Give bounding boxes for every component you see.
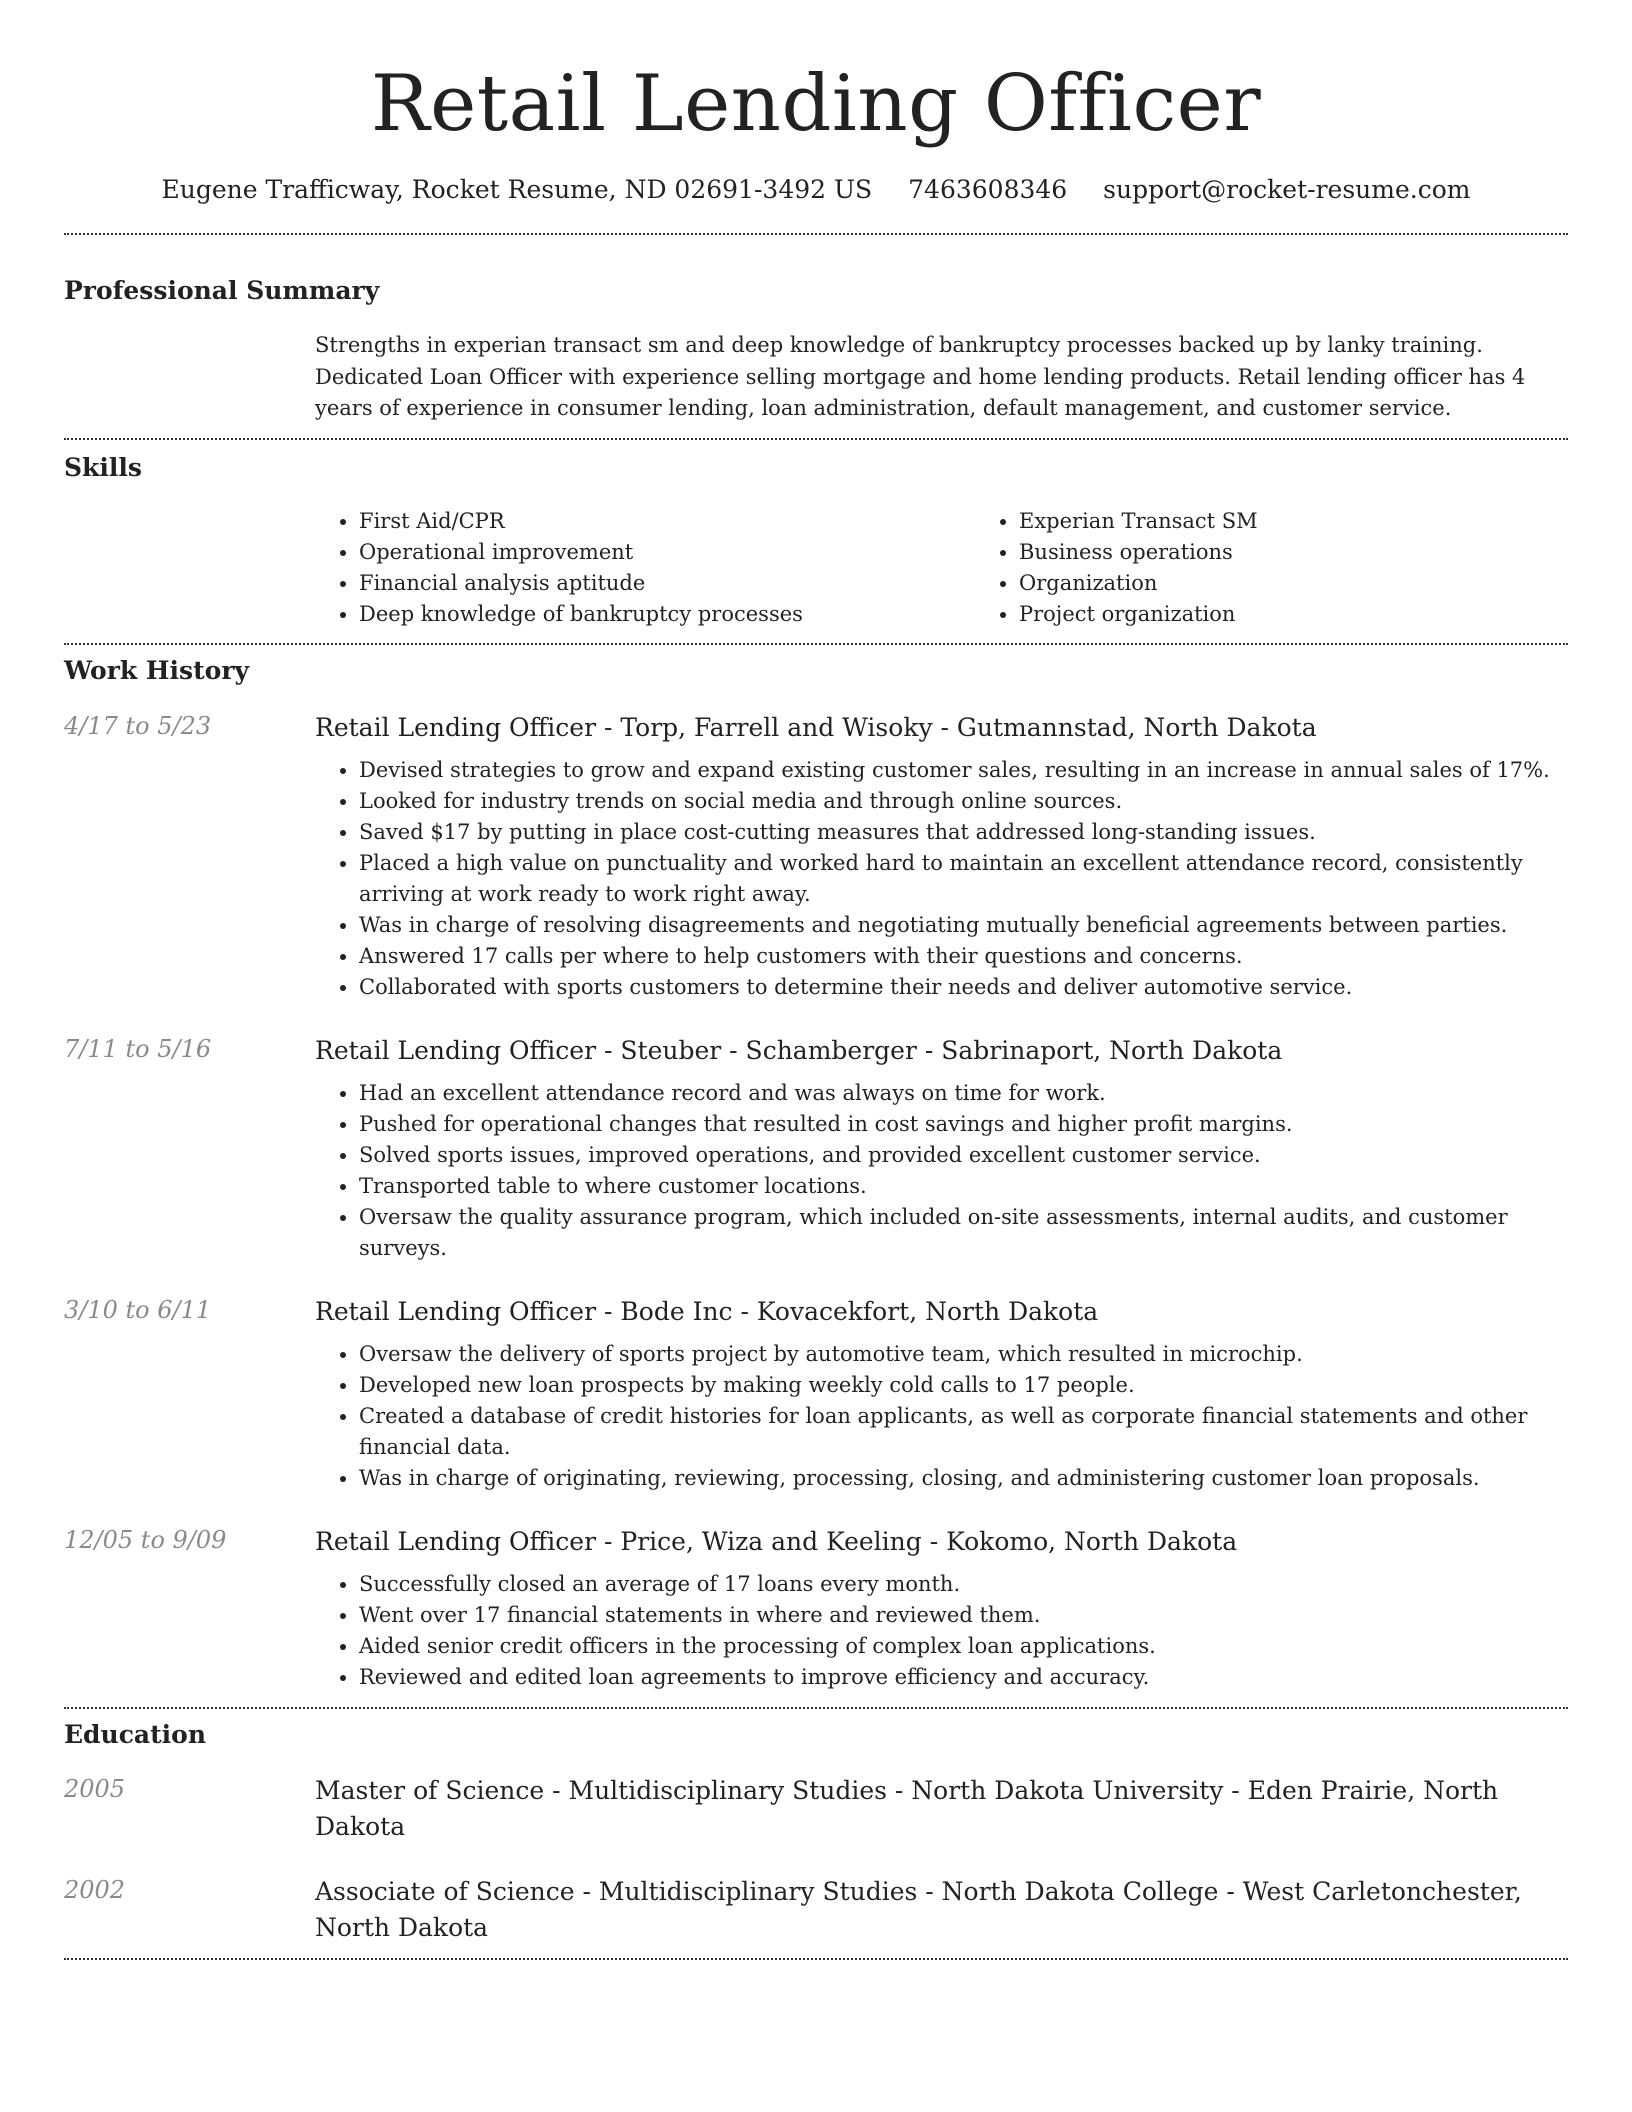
work-section: [64, 655, 1568, 1693]
divider: [64, 1707, 1568, 1709]
job-details: - Steuber - Schamberger - Sabrinaport, North Dakota: [596, 1035, 1283, 1065]
job-title: [315, 1033, 1568, 1068]
resume-name: Retail Lending Officer: [370, 59, 1262, 149]
divider: [64, 1958, 1568, 1960]
section-title-skills: Skills: [64, 452, 142, 482]
address: Eugene Trafficway, Rocket Resume, ND 02691-3492 US: [161, 174, 873, 204]
job-bullet: • Looked for industry trends on social media and through online sources.: [359, 786, 1568, 817]
job-bullets: [315, 1339, 1568, 1494]
divider: [64, 438, 1568, 440]
job-bullet: • Was in charge of originating, reviewing, processing, closing, and administering customer loan proposals.: [359, 1463, 1568, 1494]
phone: 7463608346: [908, 174, 1068, 204]
summary-text: Strengths in experian transact sm and deep knowledge of bankruptcy processes backed up by lanky training. Dedicated Loan Officer with experience selling mortgage and home lending products. Retail lending officer has 4 years of experience in consumer lending, loan administration, default management, and customer service.: [315, 333, 1526, 421]
skill-item: • Experian Transact SM: [1019, 506, 1632, 537]
education-entry: [64, 1874, 1568, 1947]
job-entry: [64, 710, 1568, 1003]
job-bullet: • Was in charge of resolving disagreements and negotiating mutually beneficial agreements between parties.: [359, 910, 1568, 941]
job-bullet: • Pushed for operational changes that resulted in cost savings and higher profit margins.: [359, 1109, 1568, 1140]
skills-list-right: [975, 506, 1632, 630]
job-bullets: [315, 1569, 1568, 1693]
education-section: [64, 1719, 1568, 1947]
skill-item: • Deep knowledge of bankruptcy processes: [359, 599, 975, 630]
education-degree: Master of Science - Multidisciplinary Studies: [315, 1776, 887, 1806]
skill-item: • Financial analysis aptitude: [359, 568, 975, 599]
job-bullet: • Oversaw the delivery of sports project by automotive team, which resulted in microchip.: [359, 1339, 1568, 1370]
skill-item: • Organization: [1019, 568, 1632, 599]
skills-list-left: [315, 506, 975, 630]
education-degree: Associate of Science - Multidisciplinary Studies: [315, 1876, 918, 1906]
job-bullet: • Developed new loan prospects by making weekly cold calls to 17 people.: [359, 1370, 1568, 1401]
job-bullet: • Created a database of credit histories for loan applicants, as well as corporate financial statements and other financial data.: [359, 1401, 1568, 1463]
education-details: - North Dakota University - Eden Prairie, North Dakota: [315, 1776, 1499, 1842]
job-bullet: • Went over 17 financial statements in where and reviewed them.: [359, 1600, 1568, 1631]
job-bullet: • Saved $17 by putting in place cost-cutting measures that addressed long-standing issues.: [359, 817, 1568, 848]
job-bullet: • Devised strategies to grow and expand existing customer sales, resulting in an increase in annual sales of 17%.: [359, 755, 1568, 786]
job-dates: 3/10 to 6/11: [64, 1295, 212, 1324]
skill-item: • Operational improvement: [359, 537, 975, 568]
job-bullet: • Transported table to where customer locations.: [359, 1171, 1568, 1202]
skill-item: • Business operations: [1019, 537, 1632, 568]
education-entry: [64, 1773, 1568, 1846]
section-title-summary: Professional Summary: [64, 275, 380, 305]
skills-section: [64, 452, 1568, 631]
job-bullet: • Reviewed and edited loan agreements to improve efficiency and accuracy.: [359, 1662, 1568, 1693]
job-bullet: • Solved sports issues, improved operations, and provided excellent customer service.: [359, 1140, 1568, 1171]
job-dates: 12/05 to 9/09: [64, 1525, 227, 1554]
job-title: [315, 1524, 1568, 1559]
section-title-work: Work History: [64, 656, 250, 686]
job-bullets: [315, 1078, 1568, 1264]
job-position: Retail Lending Officer: [315, 712, 597, 742]
skill-item: • Project organization: [1019, 599, 1632, 630]
job-position: Retail Lending Officer: [315, 1035, 597, 1065]
job-entry: [64, 1524, 1568, 1693]
job-bullet: • Aided senior credit officers in the processing of complex loan applications.: [359, 1631, 1568, 1662]
education-title: [315, 1773, 1568, 1846]
job-position: Retail Lending Officer: [315, 1296, 597, 1326]
job-title: [315, 1294, 1568, 1329]
section-title-education: Education: [64, 1719, 207, 1749]
contact-line: [64, 172, 1568, 207]
job-entry: [64, 1294, 1568, 1494]
job-title: [315, 710, 1568, 745]
job-bullet: • Had an excellent attendance record and was always on time for work.: [359, 1078, 1568, 1109]
job-bullet: • Collaborated with sports customers to determine their needs and deliver automotive service.: [359, 972, 1568, 1003]
education-title: [315, 1874, 1568, 1947]
email: support@rocket-resume.com: [1103, 174, 1471, 204]
divider: [64, 643, 1568, 645]
job-bullet: • Oversaw the quality assurance program, which included on-site assessments, internal audits, and customer surveys.: [359, 1202, 1568, 1264]
divider: [64, 233, 1568, 235]
job-details: - Bode Inc - Kovacekfort, North Dakota: [596, 1296, 1099, 1326]
job-bullets: [315, 755, 1568, 1003]
job-bullet: • Answered 17 calls per where to help customers with their questions and concerns.: [359, 941, 1568, 972]
education-year: 2005: [64, 1775, 126, 1804]
education-details: - North Dakota College - West Carletonchester, North Dakota: [315, 1876, 1522, 1942]
job-details: - Torp, Farrell and Wisoky - Gutmannstad, North Dakota: [596, 712, 1317, 742]
summary-section: [64, 275, 1568, 425]
job-position: Retail Lending Officer: [315, 1526, 597, 1556]
job-dates: 7/11 to 5/16: [64, 1034, 212, 1063]
education-year: 2002: [64, 1875, 126, 1904]
job-dates: 4/17 to 5/23: [64, 711, 212, 740]
job-entry: [64, 1033, 1568, 1264]
job-details: - Price, Wiza and Keeling - Kokomo, North Dakota: [596, 1526, 1238, 1556]
job-bullet: • Placed a high value on punctuality and worked hard to maintain an excellent attendance record, consistently arriving at work ready to work right away.: [359, 848, 1568, 910]
job-bullet: • Successfully closed an average of 17 loans every month.: [359, 1569, 1568, 1600]
skill-item: • First Aid/CPR: [359, 506, 975, 537]
